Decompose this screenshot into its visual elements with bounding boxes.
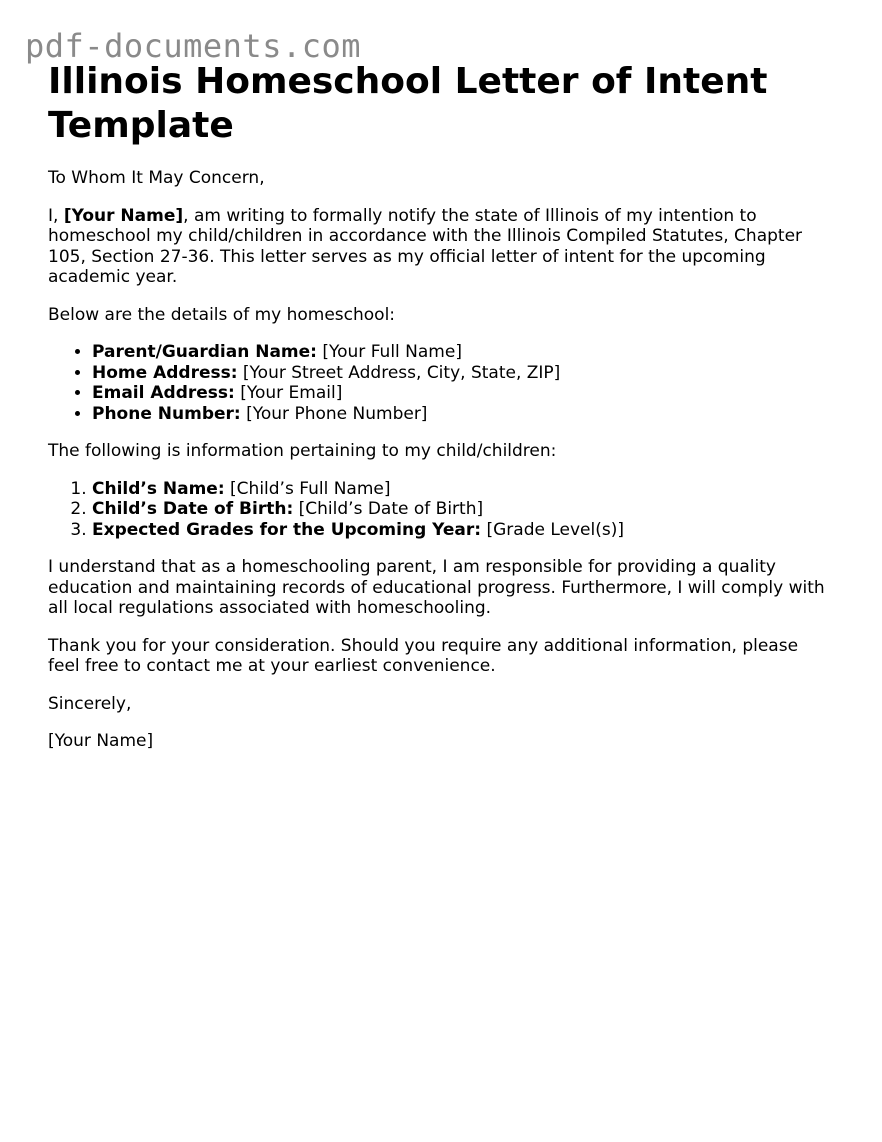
salutation: To Whom It May Concern, [48,168,265,188]
child-value: [Child’s Full Name] [224,478,391,499]
child-label: Child’s Name: [92,478,225,499]
watermark: pdf-documents.com [25,27,362,65]
detail-label: Email Address: [92,383,235,403]
details-lead: Below are the details of my homeschool: [48,304,396,325]
children-list [48,479,828,541]
child-label: Expected Grades for the Upcoming Year: [92,519,482,540]
children-lead: The following is information pertaining to my child/children: [48,441,557,461]
child-value: [Grade Level(s)] [481,519,624,540]
detail-label: Home Address: [92,362,238,383]
detail-value: [Your Phone Number] [240,403,428,424]
letter-document [48,60,828,752]
detail-value: [Your Email] [234,383,343,403]
intro-paragraph [48,206,828,288]
details-list [48,342,828,424]
responsibility-paragraph: I understand that as a homeschooling parent, I am responsible for providing a quality education and maintaining records of educational progress. Furthermore, I will comply with all local regulations associated with homeschooling. [48,557,825,618]
child-item-expected-grades [92,520,828,541]
intro-text: , am writing to formally notify the state of Illinois of my intention to homeschool my child/children in accordance with the Illinois Compiled Statutes, Chapter 105, Section 27-36. This letter serves as my official letter of intent for the upcoming academic year. [48,205,803,287]
signature-placeholder: [Your Name] [48,731,154,751]
detail-label: Phone Number: [92,403,241,424]
intro-prefix: I, [48,205,64,226]
detail-item-parent-name [92,342,828,363]
detail-item-phone-number [92,404,828,425]
child-value: [Child’s Date of Birth] [293,499,484,519]
detail-value: [Your Full Name] [316,342,462,362]
intro-name-placeholder: [Your Name] [63,205,184,226]
detail-value: [Your Street Address, City, State, ZIP] [237,362,561,383]
child-label: Child’s Date of Birth: [92,499,294,519]
detail-item-home-address [92,363,828,384]
child-item-name [92,479,828,500]
closing: Sincerely, [48,693,132,714]
document-title: Illinois Homeschool Letter of Intent Template [48,61,768,146]
child-item-date-of-birth [92,499,828,520]
detail-label: Parent/Guardian Name: [92,342,317,362]
thanks-paragraph: Thank you for your consideration. Should you require any additional information, please feel free to contact me at your earliest convenience. [48,635,799,676]
detail-item-email-address [92,383,828,404]
